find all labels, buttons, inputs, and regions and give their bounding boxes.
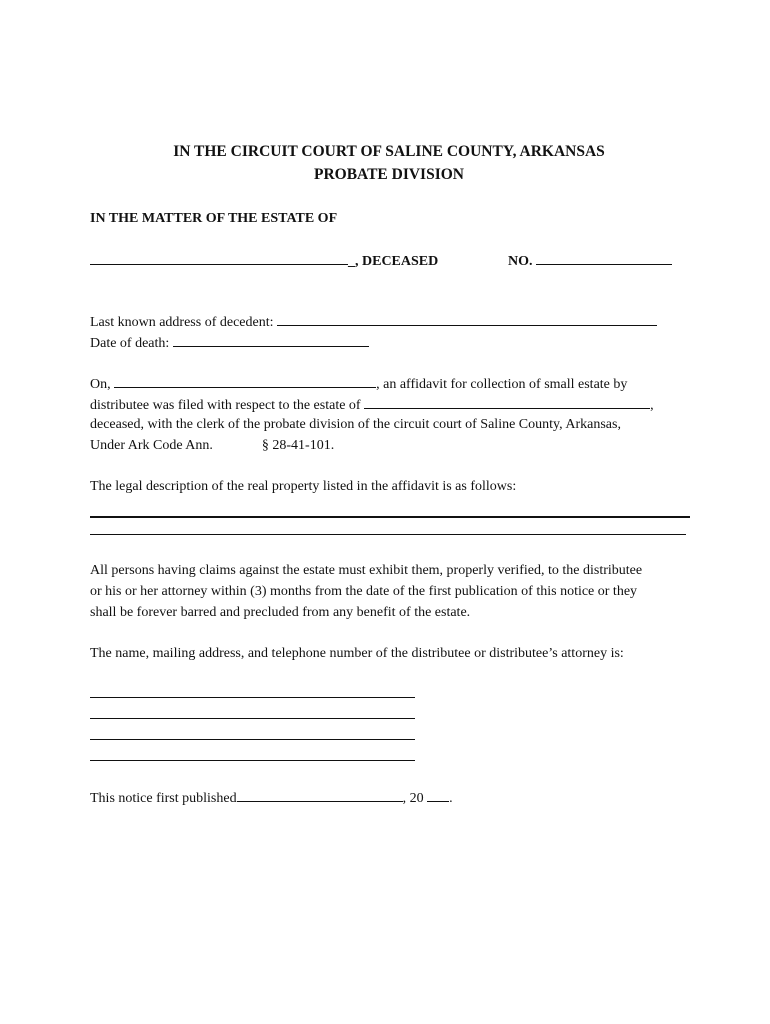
publication-date-field[interactable]	[237, 786, 403, 802]
year-prefix: , 20	[402, 791, 424, 806]
publication-row	[90, 786, 453, 809]
publication-year-field[interactable]	[427, 786, 449, 802]
death-date-row	[90, 331, 369, 354]
deceased-label: _, DECEASED	[348, 254, 439, 269]
death-date-field[interactable]	[173, 331, 369, 347]
case-number-label: NO.	[508, 254, 533, 269]
claims-line-1: All persons having claims against the estate must exhibit them, properly verified, to the distributee	[90, 563, 643, 578]
address-field[interactable]	[277, 310, 657, 326]
affidavit-text-2: distributee was filed with respect to the estate of	[90, 398, 361, 413]
contact-line-4[interactable]	[90, 760, 415, 761]
on-label: On,	[90, 377, 111, 392]
decedent-name-field[interactable]	[90, 249, 348, 265]
filed-date-field[interactable]	[114, 372, 376, 388]
case-number-field[interactable]	[536, 249, 672, 265]
statute-citation: § 28-41-101.	[261, 438, 335, 453]
legal-description-label: The legal description of the real property listed in the affidavit is as follows:	[90, 479, 517, 494]
court-heading: IN THE CIRCUIT COURT OF SALINE COUNTY, ARKANSAS	[173, 143, 605, 160]
affidavit-line-4	[90, 435, 690, 456]
affidavit-line-3: deceased, with the clerk of the probate division of the circuit court of Saline County, Arkansas,	[90, 417, 621, 432]
affidavit-comma: ,	[650, 398, 654, 413]
claims-line-2: or his or her attorney within (3) months from the date of the first publication of this notice or they	[90, 584, 638, 599]
legal-description-line-1	[90, 516, 690, 518]
death-date-label: Date of death:	[90, 336, 170, 351]
contact-line-3[interactable]	[90, 739, 415, 740]
address-label: Last known address of decedent:	[90, 315, 274, 330]
contact-line-1[interactable]	[90, 697, 415, 698]
affidavit-line-2	[90, 393, 690, 416]
legal-description-field[interactable]	[90, 502, 690, 516]
address-row	[90, 310, 657, 333]
estate-of-field[interactable]	[364, 393, 650, 409]
matter-label: IN THE MATTER OF THE ESTATE OF	[90, 211, 338, 226]
contact-line-2[interactable]	[90, 718, 415, 719]
case-number-row	[508, 249, 672, 272]
contact-label: The name, mailing address, and telephone number of the distributee or distributee’s attorney is:	[90, 646, 624, 661]
publication-label: This notice first published	[90, 791, 237, 806]
affidavit-line-1	[90, 372, 690, 395]
affidavit-text-1: , an affidavit for collection of small estate by	[376, 377, 628, 392]
decedent-row	[90, 249, 438, 272]
legal-description-line-2	[90, 534, 686, 535]
statute-prefix: Under Ark Code Ann.	[90, 438, 213, 453]
publication-period: .	[449, 791, 453, 806]
division-heading: PROBATE DIVISION	[313, 166, 464, 183]
claims-line-3: shall be forever barred and precluded from any benefit of the estate.	[90, 605, 471, 620]
